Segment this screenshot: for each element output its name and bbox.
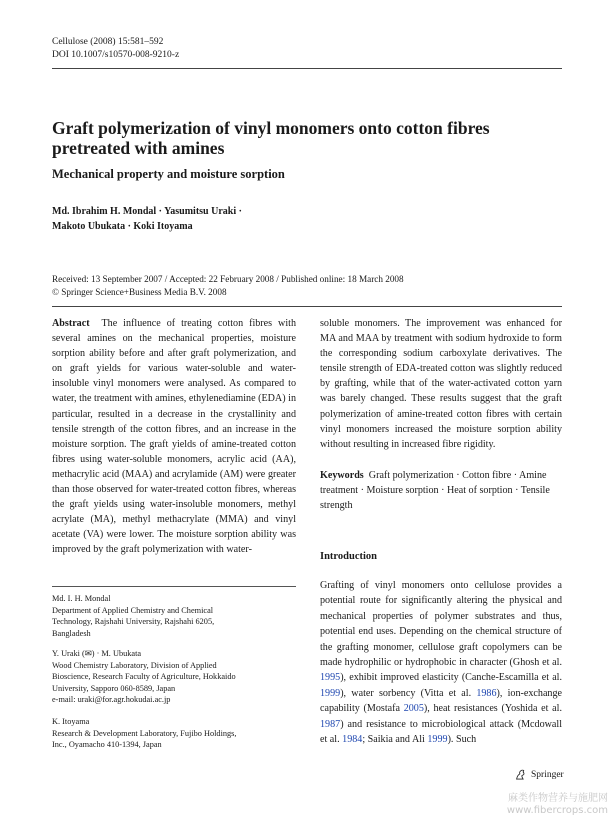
section-rule xyxy=(52,306,562,307)
affiliation-uraki: Y. Uraki (✉) · M. Ubukata Wood Chemistry Laboratory, Division of Applied Bioscience, Research Faculty of Agriculture, Hokkaido University, Sapporo 060-8589, Japan e-mail: uraki@for.agr.hokudai.ac.jp xyxy=(52,648,296,706)
springer-horse-icon xyxy=(514,768,527,781)
citation-link[interactable]: 1999 xyxy=(320,687,341,699)
author-list xyxy=(52,204,352,234)
site-watermark: 麻类作物营养与施肥网 www.fibercrops.com xyxy=(506,793,608,816)
citation-link[interactable]: 1986 xyxy=(476,687,497,699)
introduction-heading: Introduction xyxy=(320,551,377,562)
citation-link[interactable]: 1987 xyxy=(320,718,341,730)
keywords-label: Keywords xyxy=(320,470,364,481)
article-title: Graft polymerization of vinyl monomers onto cotton fibres pretreated with amines xyxy=(52,118,490,158)
journal-citation: Cellulose (2008) 15:581–592 xyxy=(52,37,164,47)
abstract-right-column: soluble monomers. The improvement was enhanced for MA and MAA by treatment with sodium hydroxide to form the corresponding sodium carboxylate derivatives. The tensile strength of EDA-treated cotton was slightly reduced by grafting, while that of the water-activated cotton yarn was barely changed. These results suggest that the graft polymerization of amine-treated cotton fibres with certain vinyl monomers increased the moisture sorption ability without resulting in increased fibre rigidity. xyxy=(320,318,562,450)
header-rule xyxy=(52,68,562,69)
abstract-label: Abstract xyxy=(52,318,90,329)
author-email[interactable]: e-mail: uraki@for.agr.hokudai.ac.jp xyxy=(52,695,171,704)
publisher-logo xyxy=(514,768,564,781)
citation-link[interactable]: 1999 xyxy=(427,734,448,746)
footnote-rule xyxy=(52,586,296,587)
publication-history xyxy=(52,273,562,298)
affiliation-name: Y. Uraki (✉) · M. Ubukata xyxy=(52,649,142,658)
authors-line-1: Md. Ibrahim H. Mondal · Yasumitsu Uraki · xyxy=(52,206,242,217)
copyright-notice: © Springer Science+Business Media B.V. 2008 xyxy=(52,286,227,297)
journal-header xyxy=(52,36,179,62)
citation-link[interactable]: 1984 xyxy=(342,734,363,746)
affiliation-name: K. Itoyama xyxy=(52,717,90,726)
affiliation-itoyama: K. Itoyama Research & Development Laboratory, Fujibo Holdings, Inc., Oyamacho 410-1394, Japan xyxy=(52,716,296,751)
article-subtitle: Mechanical property and moisture sorption xyxy=(52,167,285,181)
introduction-body: Grafting of vinyl monomers onto cellulose provides a potential route for significantly altering the physical and mechanical properties of polymer substrates and thus, potential end uses. Depending on the chemical structure of the grafting monomer, cellulose graft copolymers can be made hydrophilic or hydrophobic in character (Ghosh et al. 1995), exhibit improved elasticity (Canche-Escamilla et al. 1999), water sorbency (Vitta et al. 1986), ion-exchange capability (Mostafa 2005), heat resistances (Yoshida et al. 1987) and resistance to microbiological attack (Mcdowall et al. 1984; Saikia and Ali 1999). Such xyxy=(320,580,562,746)
citation-link[interactable]: 2005 xyxy=(403,703,424,715)
journal-doi: DOI 10.1007/s10570-008-9210-z xyxy=(52,50,180,60)
citation-link[interactable]: 1995 xyxy=(320,672,341,684)
affiliation-mondal: Md. I. H. Mondal Department of Applied Chemistry and Chemical Technology, Rajshahi University, Rajshahi 6205, Bangladesh xyxy=(52,593,296,639)
publisher-name: Springer xyxy=(531,769,564,780)
abstract-left-column xyxy=(52,316,296,558)
keywords-block xyxy=(320,468,562,513)
received-dates: Received: 13 September 2007 / Accepted: 22 February 2008 / Published online: 18 March 2008 xyxy=(52,274,404,284)
authors-line-2: Makoto Ubukata · Koki Itoyama xyxy=(52,221,193,232)
abstract-text-left: The influence of treating cotton fibres with several amines on the mechanical properties, moisture sorption ability before and after graft polymerization, and on graft yields for various water-soluble and water-insoluble vinyl monomers were analysed. As compared to water, the treatment with amines, ethylenediamine (EDA) in particular, resulted in a decrease in the crystallinity and tensile strength of the cotton fibres, and an increase in the moisture sorption. The graft yields of amine-treated cotton fibres using water-soluble monomers, acrylic acid (AA), methacrylic acid (MAA) and acrylamide (AM) were greater than those observed for water-treated cotton fibres, whereas the graft yields using water-insoluble monomers, methyl acrylate (MA), methyl methacrylate (MMA) and vinyl acetate (VA) were lower. The moisture sorption ability was improved by the graft polymerization with water- xyxy=(52,318,296,556)
affiliation-name: Md. I. H. Mondal xyxy=(52,594,111,603)
keywords-text: Graft polymerization · Cotton fibre · Amine treatment · Moisture sorption · Heat of sorption · Tensile strength xyxy=(320,470,550,512)
